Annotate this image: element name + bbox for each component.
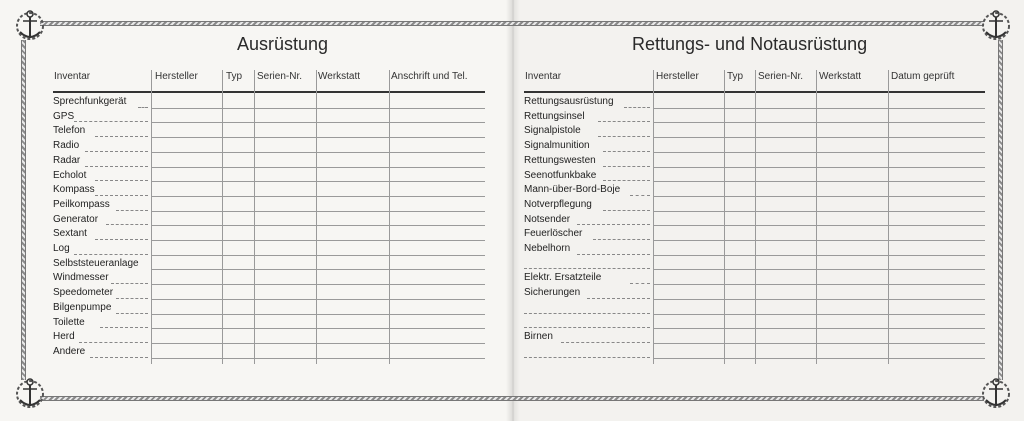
row-leader-dots <box>524 313 650 314</box>
row-leader-dots <box>587 298 650 299</box>
table-row-rule <box>653 167 985 168</box>
row-leader-dots <box>116 210 148 211</box>
row-label-text: Signalmunition <box>524 140 590 152</box>
row-label-text: Mann-über-Bord-Boje <box>524 184 621 196</box>
table-row-label <box>53 243 70 255</box>
table-row-rule <box>653 196 985 197</box>
row-label-text: Peilkompass <box>53 198 110 210</box>
table-row-rule <box>653 299 985 300</box>
row-label-text: Telefon <box>53 125 86 137</box>
row-leader-dots <box>90 357 148 358</box>
row-label-text: Sprechfunkgerät <box>53 96 127 107</box>
table-row-label <box>53 317 85 329</box>
row-label-text: Sextant <box>53 228 87 240</box>
table-row-label <box>524 155 596 167</box>
row-leader-dots <box>138 107 149 108</box>
anchor-icon <box>976 6 1016 46</box>
row-label-text: Sicherungen <box>524 287 581 299</box>
row-label-text: Echolot <box>53 169 87 181</box>
table-row-rule <box>653 240 985 241</box>
row-leader-dots <box>79 342 148 343</box>
table-row-rule <box>653 284 985 285</box>
row-leader-dots <box>593 239 650 240</box>
table-row-label <box>524 125 581 137</box>
row-label-text: Rettungsinsel <box>524 110 585 122</box>
table-row-rule <box>653 211 985 212</box>
row-label-text: Log <box>53 243 70 254</box>
table-row-label <box>524 140 590 152</box>
row-leader-dots <box>524 268 650 269</box>
table-row-label <box>524 272 601 284</box>
row-leader-dots <box>116 313 148 314</box>
table-row-rule <box>151 181 485 182</box>
table-row-label <box>53 199 110 211</box>
row-label-text: Radar <box>53 154 81 166</box>
rope-border-top <box>40 21 984 26</box>
table-row-label <box>53 184 95 196</box>
table-row-rule <box>151 137 485 138</box>
table-row-label <box>53 287 113 299</box>
table-column-rule <box>222 70 223 364</box>
row-label-text: Seenotfunkbake <box>524 169 597 181</box>
table-row-label <box>524 111 585 123</box>
table-row-rule <box>653 328 985 329</box>
row-leader-dots <box>524 327 650 328</box>
table-row-rule <box>151 314 485 315</box>
row-leader-dots <box>524 357 650 358</box>
left-header-inventar: Inventar <box>54 71 91 82</box>
row-label-text: Radio <box>53 140 80 152</box>
table-row-rule <box>653 152 985 153</box>
rope-border-left <box>21 40 26 380</box>
table-row-rule <box>151 152 485 153</box>
row-leader-dots <box>106 224 148 225</box>
left-page-title: Ausrüstung <box>237 34 329 54</box>
left-header-werkstatt: Werkstatt <box>318 71 361 82</box>
table-column-rule <box>653 70 654 364</box>
row-leader-dots <box>603 151 650 152</box>
row-leader-dots <box>85 151 149 152</box>
row-leader-dots <box>111 283 148 284</box>
row-label-text: Elektr. Ersatzteile <box>524 272 602 284</box>
right-header-werkstatt: Werkstatt <box>819 71 862 82</box>
anchor-icon <box>10 6 50 46</box>
anchor-icon <box>976 374 1016 414</box>
rope-border-bottom <box>40 396 984 401</box>
table-column-rule <box>816 70 817 364</box>
table-row-rule <box>653 255 985 256</box>
row-leader-dots <box>95 239 148 240</box>
table-row-label <box>524 243 570 255</box>
left-header-typ: Typ <box>226 71 243 82</box>
right-header-typ: Typ <box>727 71 744 82</box>
table-row-rule <box>151 240 485 241</box>
row-leader-dots <box>116 298 148 299</box>
table-row-label <box>53 140 79 152</box>
table-row-rule <box>151 343 485 344</box>
table-row-rule <box>151 284 485 285</box>
table-row-label <box>524 214 570 226</box>
row-label-text: Notsender <box>524 213 571 225</box>
table-column-rule <box>151 70 152 364</box>
row-leader-dots <box>598 136 650 137</box>
row-label-text: Speedometer <box>53 287 114 299</box>
table-row-label <box>53 96 126 108</box>
left-header-hersteller: Hersteller <box>155 71 198 82</box>
table-row-label <box>524 228 582 240</box>
row-label-text: Notverpflegung <box>524 198 592 210</box>
table-row-rule <box>653 137 985 138</box>
row-label-text: GPS <box>53 110 75 122</box>
table-row-label <box>53 302 111 314</box>
row-label-text: Nebelhorn <box>524 243 571 254</box>
table-column-rule <box>254 70 255 364</box>
table-row-rule <box>151 269 485 270</box>
right-header-hersteller: Hersteller <box>656 71 699 82</box>
table-row-rule <box>151 167 485 168</box>
table-row-rule <box>653 343 985 344</box>
anchor-icon <box>10 374 50 414</box>
table-row-label <box>53 272 109 284</box>
right-page-title: Rettungs- und Notausrüstung <box>632 34 868 54</box>
table-row-rule <box>151 108 485 109</box>
row-label-text: Selbststeueranlage <box>53 257 139 269</box>
table-row-rule <box>151 225 485 226</box>
right-header-serien: Serien-Nr. <box>758 71 804 82</box>
row-leader-dots <box>577 254 650 255</box>
row-label-text: Rettungswesten <box>524 154 596 166</box>
row-leader-dots <box>577 224 650 225</box>
table-row-rule <box>151 328 485 329</box>
table-row-rule <box>653 314 985 315</box>
table-row-label <box>524 287 580 299</box>
row-label-text: Bilgenpumpe <box>53 301 112 313</box>
row-leader-dots <box>100 327 148 328</box>
table-row-label <box>53 228 87 240</box>
row-label-text: Feuerlöscher <box>524 228 583 240</box>
row-leader-dots <box>598 121 650 122</box>
table-row-label <box>53 346 85 358</box>
row-leader-dots <box>95 195 148 196</box>
row-leader-dots <box>603 180 650 181</box>
table-row-rule <box>151 122 485 123</box>
row-leader-dots <box>630 283 650 284</box>
row-leader-dots <box>95 180 148 181</box>
table-row-rule <box>151 211 485 212</box>
table-row-rule <box>151 196 485 197</box>
rope-border-right <box>998 40 1003 380</box>
table-column-rule <box>724 70 725 364</box>
table-column-rule <box>389 70 390 364</box>
row-leader-dots <box>603 210 650 211</box>
row-label-text: Andere <box>53 345 86 357</box>
table-row-label <box>53 155 80 167</box>
row-label-text: Birnen <box>524 331 553 343</box>
left-header-serien: Serien-Nr. <box>257 71 303 82</box>
row-label-text: Kompass <box>53 184 95 196</box>
table-column-rule <box>888 70 889 364</box>
row-label-text: Generator <box>53 213 99 225</box>
row-leader-dots <box>85 166 149 167</box>
table-header-rule <box>53 91 485 93</box>
table-row-label <box>524 331 553 343</box>
table-row-label <box>524 96 614 108</box>
book-spine <box>506 0 520 421</box>
table-row-label <box>53 170 86 182</box>
left-header-anschrift: Anschrift und Tel. <box>391 71 468 82</box>
right-header-datum: Datum geprüft <box>891 71 955 82</box>
table-column-rule <box>755 70 756 364</box>
row-leader-dots <box>624 107 650 108</box>
row-leader-dots <box>74 121 148 122</box>
table-row-rule <box>653 358 985 359</box>
table-row-label <box>524 184 620 196</box>
table-row-rule <box>653 269 985 270</box>
row-leader-dots <box>630 195 650 196</box>
table-column-rule <box>316 70 317 364</box>
row-label-text: Toilette <box>53 316 85 328</box>
table-row-rule <box>151 358 485 359</box>
table-row-label <box>524 199 592 211</box>
table-row-label <box>53 258 139 270</box>
row-label-text: Windmesser <box>53 272 109 284</box>
table-row-rule <box>653 108 985 109</box>
right-header-inventar: Inventar <box>525 71 562 82</box>
row-label-text: Rettungsausrüstung <box>524 96 614 107</box>
table-row-label <box>524 170 596 182</box>
table-row-label <box>53 111 74 123</box>
table-row-label <box>53 331 75 343</box>
table-row-rule <box>653 181 985 182</box>
row-label-text: Herd <box>53 331 75 343</box>
table-row-label <box>53 214 98 226</box>
table-row-rule <box>653 225 985 226</box>
table-row-rule <box>151 299 485 300</box>
row-label-text: Signalpistole <box>524 125 581 137</box>
row-leader-dots <box>74 254 148 255</box>
row-leader-dots <box>561 342 650 343</box>
table-row-rule <box>653 122 985 123</box>
table-row-rule <box>151 255 485 256</box>
row-leader-dots <box>95 136 148 137</box>
row-leader-dots <box>603 166 650 167</box>
table-row-label <box>53 125 85 137</box>
